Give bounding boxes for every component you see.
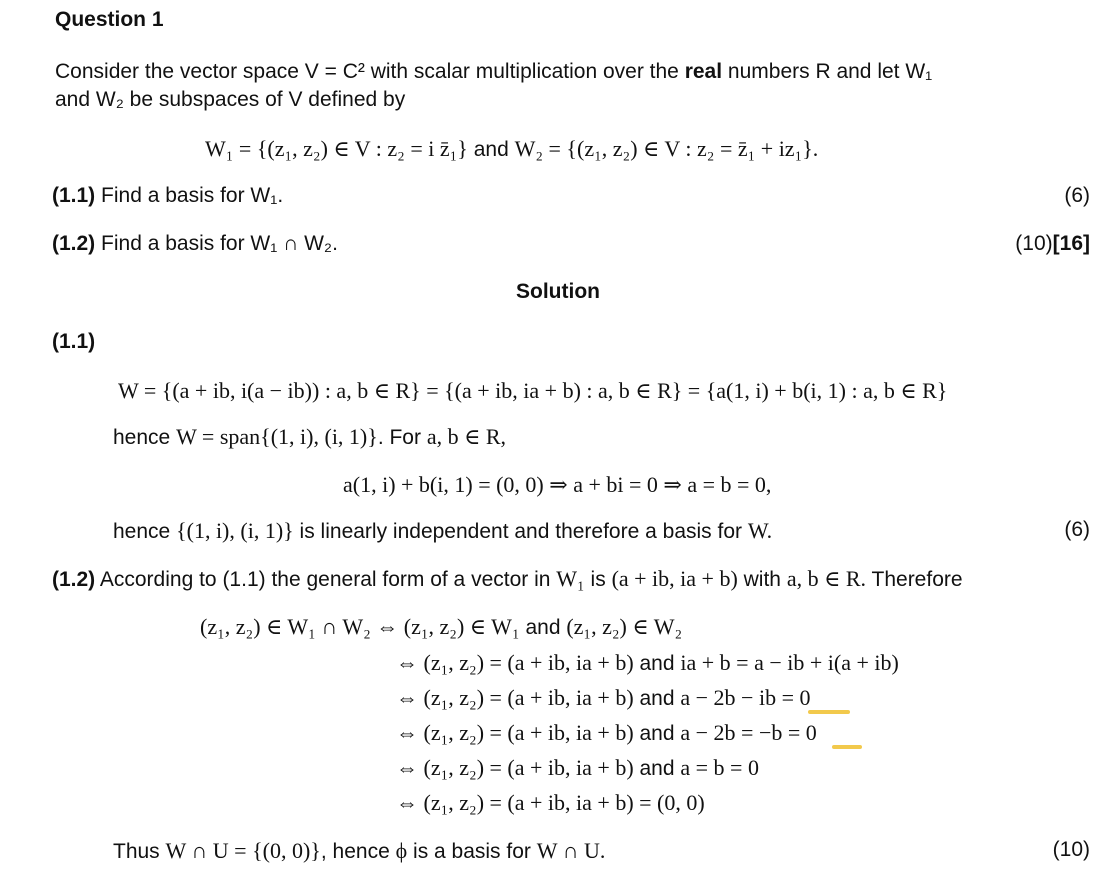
derivation-line-2-and: and bbox=[633, 652, 681, 675]
thus-text: Thus bbox=[113, 840, 166, 863]
solution-1-1-span-line bbox=[113, 424, 506, 450]
s2-vec: (a + ib, ia + b) bbox=[611, 566, 738, 591]
derivation-line-3-rhs: a − 2b − ib = 0 bbox=[680, 685, 811, 710]
derivation-line-1-lhs: (z₁, z₂) ∈ W₁ ∩ W₂ ⇔ (z₁, z₂) ∈ W₁ bbox=[200, 614, 520, 639]
derivation-line-5-and: and bbox=[633, 757, 681, 780]
def-w1: W₁ = {(z₁, z₂) ∈ V : z₂ = i z̄₁} bbox=[205, 136, 468, 161]
part-1-2 bbox=[52, 232, 338, 256]
def-w2: W₂ = {(z₁, z₂) ∈ V : z₂ = z̄₁ + iz₁}. bbox=[514, 136, 819, 161]
span-expression: W = span{(1, i), (i, 1)} bbox=[176, 424, 378, 449]
solution-1-1-conclusion bbox=[113, 518, 772, 544]
highlight-mark-ib bbox=[808, 710, 850, 714]
solution-1-1-marks: (6) bbox=[1064, 518, 1090, 541]
thus-WU: W ∩ U. bbox=[536, 838, 606, 863]
part-1-1-text: Find a basis for W₁. bbox=[101, 184, 284, 207]
span-hence: hence bbox=[113, 426, 177, 449]
intro-bold-real: real bbox=[684, 60, 723, 83]
def-and: and bbox=[467, 138, 515, 161]
thus-basis-text: is a basis for bbox=[407, 840, 537, 863]
solution-1-1-implication: a(1, i) + b(i, 1) = (0, 0) ⇒ a + bi = 0 ⇒ a = b = 0, bbox=[343, 472, 772, 497]
thus-hence: , hence bbox=[320, 840, 396, 863]
concl-hence: hence bbox=[113, 520, 177, 543]
derivation-line-3-lhs: ⇔ (z₁, z₂) = (a + ib, ia + b) bbox=[396, 685, 634, 710]
thus-phi: ϕ bbox=[395, 838, 408, 863]
question-title: Question 1 bbox=[55, 8, 164, 31]
derivation-line-2-lhs: ⇔ (z₁, z₂) = (a + ib, ia + b) bbox=[396, 650, 634, 675]
s2-is: is bbox=[584, 568, 612, 591]
s2-ab: a, b ∈ R. bbox=[786, 566, 867, 591]
intro-text-b: numbers R and let W₁ bbox=[722, 60, 933, 83]
question-intro-line1 bbox=[55, 60, 932, 84]
solution-1-2-label: (1.2) bbox=[52, 568, 96, 591]
solution-1-2-intro bbox=[52, 566, 963, 592]
derivation-line-1-and: and bbox=[519, 616, 567, 639]
thus-equation: W ∩ U = {(0, 0)} bbox=[165, 838, 321, 863]
solution-1-1-label: (1.1) bbox=[52, 330, 96, 353]
derivation-line-1 bbox=[200, 614, 682, 640]
concl-set: {(1, i), (i, 1)} bbox=[176, 518, 294, 543]
derivation-line-5-lhs: ⇔ (z₁, z₂) = (a + ib, ia + b) bbox=[396, 755, 634, 780]
highlight-mark-b bbox=[832, 745, 862, 749]
span-for: . For bbox=[377, 426, 427, 449]
part-1-1-marks: (6) bbox=[1064, 184, 1090, 207]
derivation-line-5 bbox=[396, 755, 759, 781]
total-marks: [16] bbox=[1052, 232, 1090, 255]
solution-1-1-equation: W = {(a + ib, i(a − ib)) : a, b ∈ R} = {(a + ib, ia + b) : a, b ∈ R} = {a(1, i) + b(i, 1) : a, b ∈ R} bbox=[118, 378, 948, 403]
part-1-2-marks-value: (10) bbox=[1015, 232, 1053, 255]
part-1-2-label: (1.2) bbox=[52, 232, 96, 255]
concl-W: W. bbox=[747, 518, 773, 543]
part-1-2-marks bbox=[1015, 232, 1090, 256]
derivation-line-4-lhs: ⇔ (z₁, z₂) = (a + ib, ia + b) bbox=[396, 720, 634, 745]
question-intro-line2: and W₂ be subspaces of V defined by bbox=[55, 88, 406, 111]
derivation-line-3 bbox=[396, 685, 810, 711]
derivation-line-1-rhs: (z₁, z₂) ∈ W₂ bbox=[566, 614, 683, 639]
s2-therefore: Therefore bbox=[866, 568, 963, 591]
derivation-line-5-rhs: a = b = 0 bbox=[680, 755, 759, 780]
solution-1-2-marks: (10) bbox=[1052, 838, 1090, 861]
solution-1-2-conclusion bbox=[113, 838, 605, 864]
span-ab: a, b ∈ R, bbox=[426, 424, 507, 449]
derivation-line-6-lhs: ⇔ (z₁, z₂) = (a + ib, ia + b) = (0, 0) bbox=[396, 790, 705, 815]
subspace-definitions bbox=[205, 136, 818, 162]
part-1-2-text: Find a basis for W₁ ∩ W₂. bbox=[101, 232, 338, 255]
s2-intro-text: According to (1.1) the general form of a vector in bbox=[99, 568, 557, 591]
derivation-line-4-and: and bbox=[633, 722, 681, 745]
s2-with: with bbox=[737, 568, 787, 591]
concl-text: is linearly independent and therefore a basis for bbox=[293, 520, 748, 543]
derivation-line-2-rhs: ia + b = a − ib + i(a + ib) bbox=[680, 650, 899, 675]
s2-W1: W₁ bbox=[556, 566, 585, 591]
derivation-line-6 bbox=[396, 790, 705, 816]
part-1-1 bbox=[52, 184, 283, 208]
part-1-1-label: (1.1) bbox=[52, 184, 96, 207]
derivation-line-4-rhs: a − 2b = −b = 0 bbox=[680, 720, 817, 745]
intro-text-a: Consider the vector space V = C² with scalar multiplication over the bbox=[55, 60, 685, 83]
solution-heading: Solution bbox=[516, 280, 600, 303]
derivation-line-2 bbox=[396, 650, 899, 676]
derivation-line-3-and: and bbox=[633, 687, 681, 710]
derivation-line-4 bbox=[396, 720, 817, 746]
